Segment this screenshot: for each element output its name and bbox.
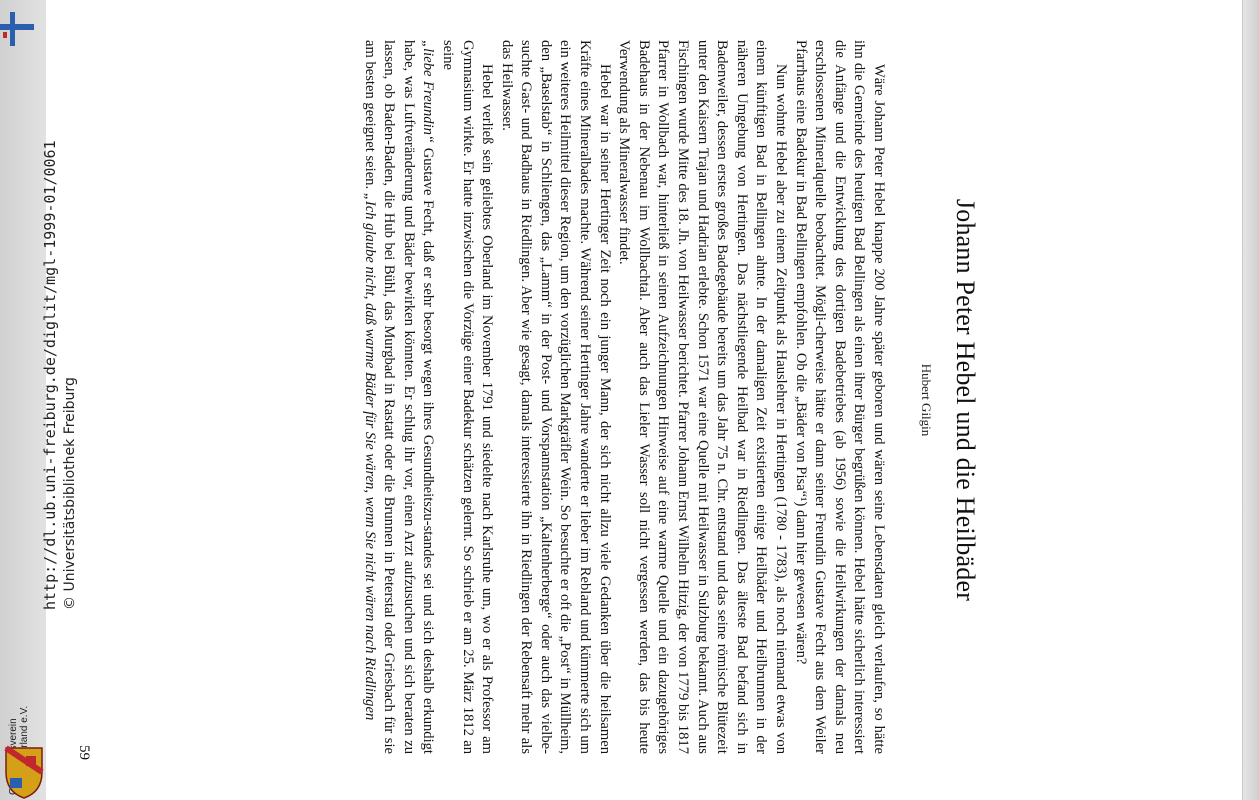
paragraph: Nun wohnte Hebel aber zu einem Zeitpunkt als Hauslehrer in Hertingen (1780 - 1783), als noch niemand etwas von einem künftigen Bad in Bellingen ahnte. In der damaligen Zeit existierten einige Heilbäder und Heilbrunnen in der näheren Umgebung von Hertingen. Das nächstliegende Heilbad war in Riedlingen. Das älteste Bad befand sich in Badenweiler, dessen erstes großes Badegebäude bereits um das Jahr 75 n. Chr. entstand und das seine römische Blütezeit unter den Kaisern Trajan und Hadrian erlebte. Schon 1571 war eine Quelle mit Heilwasser in Sulzburg bekannt. Auch aus Fischingen wurde Mitte des 18. Jh. von Heilwasser berichtet. Pfarrer Johann Ernst Wilhelm Hitzig, der von 1779 bis 1817 Pfarrer in Wollbach war, hinterließ in seinen Aufzeichnungen Hinweise auf eine warme Quelle und ein dazugehöriges Badehaus in der Nebenau im Wollbachtal. Aber auch das Lieler Wasser soll nicht vergessen werden, das bis heute Verwendung als Mineralwasser findet. xyxy=(616,40,790,754)
footer xyxy=(40,0,80,800)
italic-quote-open: „liebe Freundin“ xyxy=(420,40,437,144)
page-number: 59 xyxy=(76,745,92,760)
document-page xyxy=(46,0,1242,800)
footer-copyright: © Universitätsbibliothek Freiburg xyxy=(62,377,78,610)
paragraph: Hebel war in seiner Hertinger Zeit noch ein junger Mann, der sich nicht allzu viele Gedanken über die heilsamen Kräfte eines Mineralbades machte. Während seiner Hertinger Jahre wanderte er lieber im Rebland und kümmerte sich um ein weiteres Heilmittel dieser Region, um den vorzüglichen Markgräfler Wein. So besuchte er oft die „Post“ in Müllheim, den „Baselstab“ in Schliengen, das „Lamm“ in der Post- und Vorspannstation „Kaltenherberge“ oder auch das vielbe-suchte Gast- und Badhaus in Riedlingen. Aber wie gesagt, damals interessierte ihn in Riedlingen der Rebensaft mehr als das Heilwasser. xyxy=(498,40,613,754)
italic-quote-close: „Ich glaube nicht, daß warme Bäder für Sie wären, wenn Sie nicht wären nach Riedlingen xyxy=(361,192,378,721)
paragraph: Hebel verließ sein geliebtes Oberland im November 1791 und siedelte nach Karlsruhe um, wo er als Professor am Gymnasium wirkte. Er hatte inzwischen die Vorzüge einer Badekur schätzen gelernt. So schrieb er am 25. März 1812 an seine xyxy=(439,40,496,754)
footer-url[interactable]: http://dl.ub.uni-freiburg.de/diglit/mgl-1999-01/0061 xyxy=(41,140,59,610)
rotated-page-content xyxy=(46,0,1006,800)
body-text xyxy=(359,40,888,754)
paragraph-last xyxy=(359,40,437,754)
paragraph: Wäre Johann Peter Hebel knappe 200 Jahre später geboren und wären seine Lebensdaten gleich verlaufen, so hätte ihn die Gemeinde des heutigen Bad Bellingen als einen ihrer Bürger begrüßen können. Hebel hätte sicherlich interessiert die Anfänge und die Entwicklung des dortigen Badebetriebes (ab 1956) sowie die Heilwirkungen der damals neu erschlossenen Mineralquelle beobachtet. Mögli-cherweise hätte er dann seiner Freundin Gustave Fecht aus dem Weiler Pfarrhaus eine Badekur in Bad Bellingen empfohlen. Ob die „Bäder von Pisa“¹) dann hier gewesen wären? xyxy=(792,40,887,754)
coat-of-arms-icon xyxy=(2,742,46,800)
right-margin-strip xyxy=(1242,0,1259,800)
page-title: Johann Peter Hebel und die Heilbäder xyxy=(951,198,980,602)
corner-mark-icon xyxy=(0,10,40,50)
author-name: Hubert Gilgin xyxy=(919,363,934,437)
paragraph-text: Gustave Fecht, daß er sehr besorgt wegen ihres Gesundheitszu-standes sei und sich deshalb erkundigt habe, was Luftveränderung und Bäder bewirken könnten. Er schlug ihr vor, einen Arzt aufzusuchen und sich beraten zu lassen, ob Baden-Baden, die Hub bei Bühl, das Murgbad in Rastatt oder die Brunnen in Peterstal oder Griesbach für sie am besten geeignet seien. xyxy=(361,40,437,754)
